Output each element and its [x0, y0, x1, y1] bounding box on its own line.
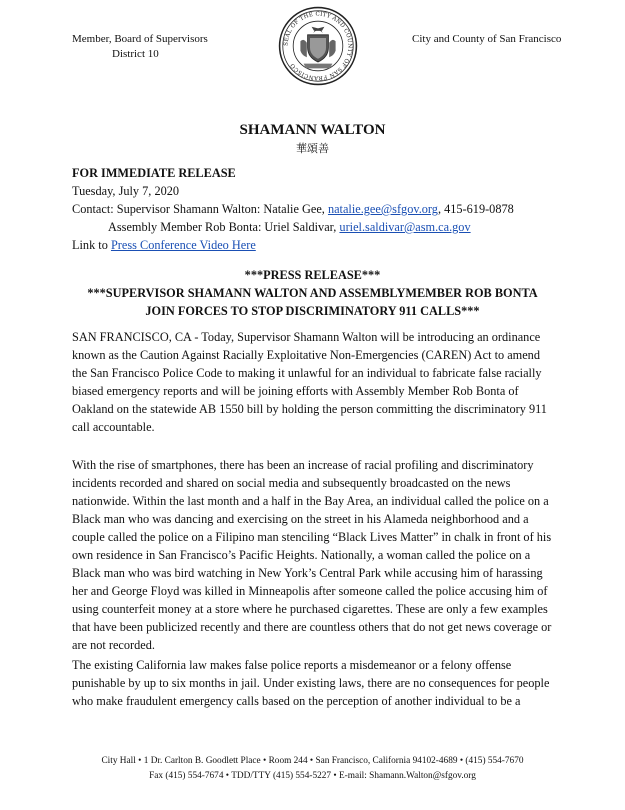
release-date: Tuesday, July 7, 2020 [72, 184, 180, 198]
text-line: Oakland on the statewide AB 1550 bill by holding the person committing the discriminatory 911 [72, 402, 547, 416]
contact-1-phone: , 415-619-0878 [437, 202, 514, 216]
district: District 10 [112, 48, 159, 60]
contact-1-prefix: Contact: Supervisor Shamann Walton: Natalie Gee, [72, 202, 328, 216]
contact-1-email-link[interactable]: natalie.gee@sfgov.org [327, 202, 438, 216]
text-line: using counterfeit money at a store where he purchased cigarettes. These are only a few examples [72, 602, 548, 616]
footer-contact: Fax (415) 554-7674 • TDD/TTY (415) 554-5227 • E-mail: Shamann.Walton@sfgov.org [149, 771, 476, 781]
text-line: couple called the police on a Filipino man stenciling “Black Lives Matter” in chalk in front of his [72, 530, 552, 544]
release-label: FOR IMMEDIATE RELEASE [72, 166, 236, 180]
text-line: punishable by up to six months in jail. Under existing laws, there are no consequences for people [72, 676, 550, 690]
city-county: City and County of San Francisco [412, 33, 562, 45]
headline-line-1: ***PRESS RELEASE*** [244, 268, 381, 282]
footer-address: City Hall • 1 Dr. Carlton B. Goodlett Place • Room 244 • San Francisco, California 94102-4689 • (415) 554-7670 [101, 756, 524, 766]
text-line: who make fraudulent emergency calls based on the perception of another individual to be a [72, 694, 521, 708]
text-line: biased emergency reports and will be joining efforts with Assembly Member Rob Bonta of [72, 384, 519, 398]
text-line: her and George Floyd was killed in Minneapolis after someone called the police accusing him of [72, 584, 548, 598]
contact-line-2 [72, 218, 514, 236]
video-link-prefix: Link to [72, 238, 111, 252]
contact-line-1 [72, 200, 514, 218]
supervisor-name-chinese: 華頌善 [296, 142, 329, 155]
text-line: that have been publicized recently and there are countless others that do not get news coverage or [72, 620, 552, 634]
text-line: Black man who was bird watching in New York’s Central Park while accusing him of harassing [72, 566, 543, 580]
text-line: The existing California law makes false police reports a misdemeanor or a felony offense [72, 658, 512, 672]
press-conference-video-link[interactable]: Press Conference Video Here [110, 238, 256, 252]
text-line: nationwide. Within the last month and a half in the Bay Area, an individual called the police on a [72, 494, 549, 508]
text-line: are not recorded. [72, 638, 155, 652]
city-seal-icon [278, 6, 358, 86]
text-line: With the rise of smartphones, there has been an increase of racial profiling and discriminatory [72, 458, 534, 472]
text-line: Black man who was dancing and exercising on the street in his Alameda neighborhood and a [72, 512, 529, 526]
paragraph-1 [72, 328, 554, 436]
text-line: incidents recorded and shared on social media and subsequently broadcasted on the news [72, 476, 511, 490]
contact-2-prefix: Assembly Member Rob Bonta: Uriel Saldivar, [108, 220, 340, 234]
header-left [72, 32, 208, 62]
headline-line-2: ***SUPERVISOR SHAMANN WALTON AND ASSEMBLYMEMBER ROB BONTA [87, 286, 538, 300]
seal-text: SEAL OF THE CITY AND COUNTY OF SAN FRANCISCO [283, 11, 353, 81]
text-line: call accountable. [72, 420, 155, 434]
supervisor-name: SHAMANN WALTON [239, 122, 386, 138]
paragraph-3 [72, 656, 554, 710]
release-meta [72, 164, 514, 254]
office-title: Member, Board of Supervisors [72, 33, 208, 45]
text-line: own residence in San Francisco’s Pacific Heights. Nationally, a woman called the police on a [72, 548, 531, 562]
text-line: SAN FRANCISCO, CA - Today, Supervisor Shamann Walton will be introducing an ordinance [72, 330, 541, 344]
text-line: known as the Caution Against Racially Exploitative Non-Emergencies (CAREN) Act to amend [72, 348, 540, 362]
paragraph-2 [72, 456, 554, 654]
contact-2-email-link[interactable]: uriel.saldivar@asm.ca.gov [339, 220, 471, 234]
video-link-line [72, 236, 514, 254]
headline-line-3: JOIN FORCES TO STOP DISCRIMINATORY 911 CALLS*** [145, 304, 480, 318]
headline [0, 266, 625, 320]
text-line: the San Francisco Police Code to making it unlawful for an individual to fabricate false racially [72, 366, 542, 380]
footer [0, 754, 625, 784]
